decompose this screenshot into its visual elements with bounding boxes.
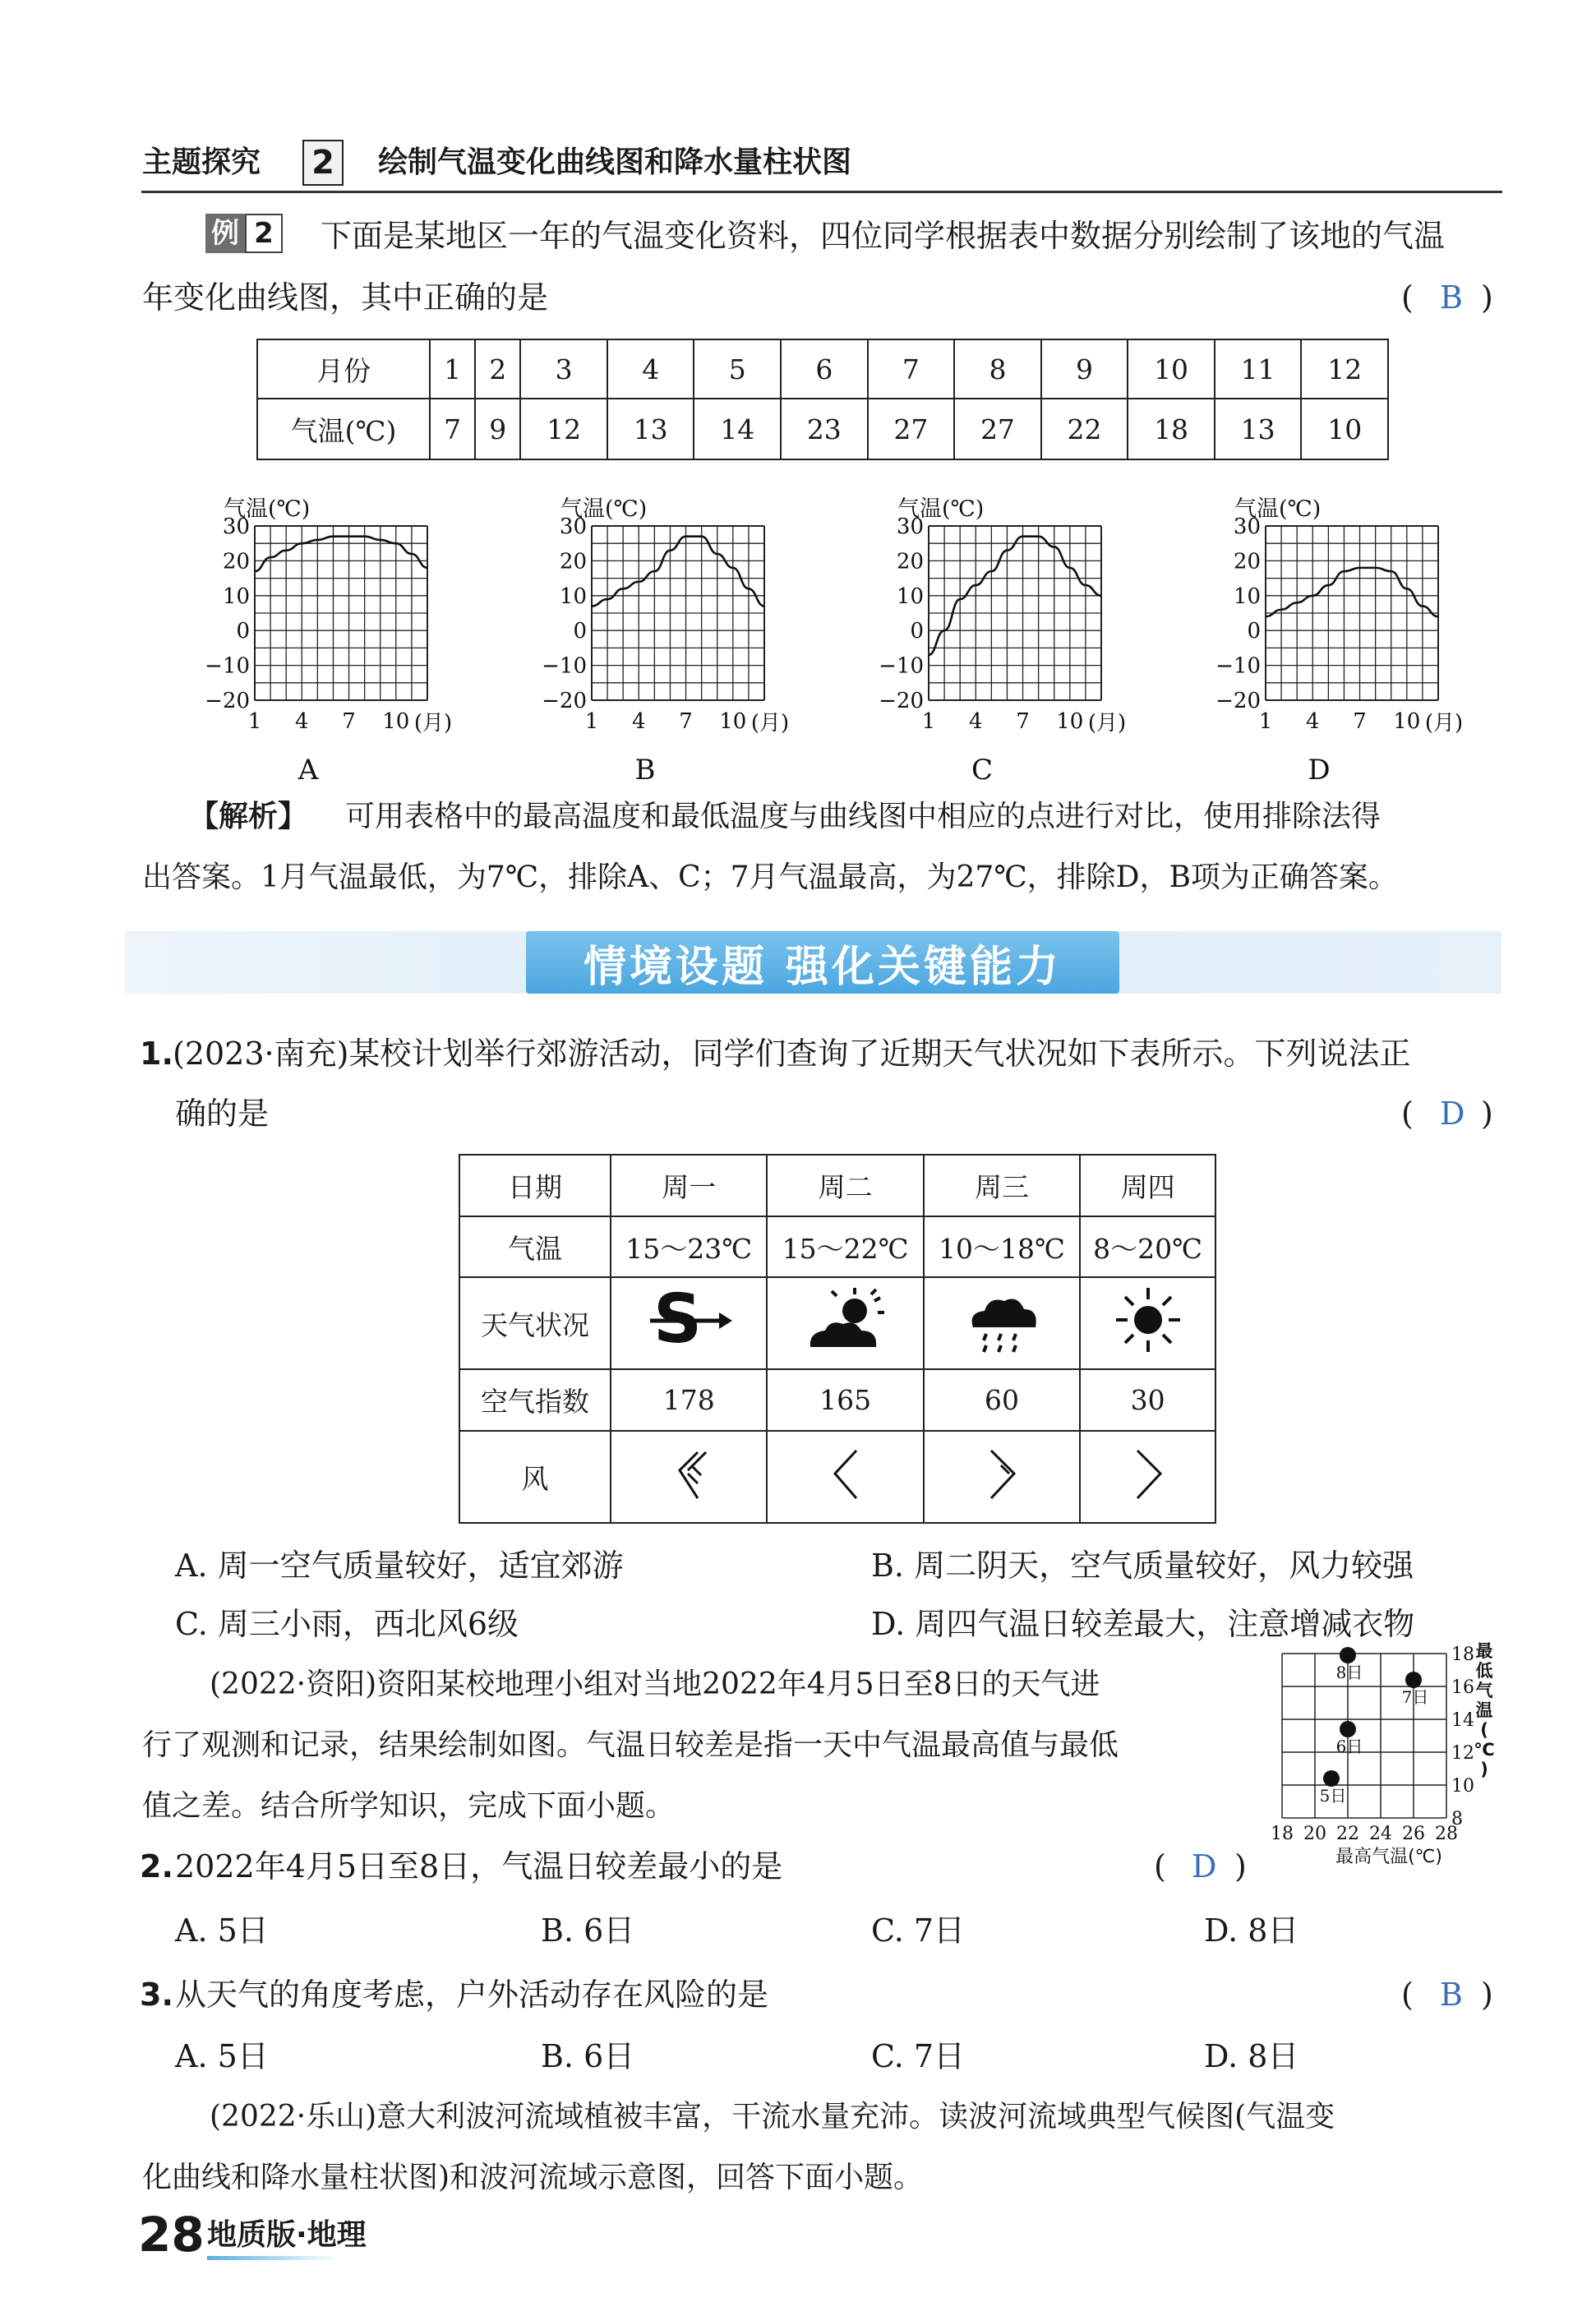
q3-option-a[interactable]: A. 5日 [175,2038,269,2074]
x-tick-label: 26 [1402,1824,1425,1844]
q2-number: 2. [140,1848,173,1885]
table-cell: 8～20℃ [1080,1216,1215,1277]
passage2-line1: (2022·资阳)资阳某校地理小组对当地2022年4月5日至8日的天气进 [210,1668,1100,1701]
point-label: 8日 [1335,1663,1363,1682]
q1-option-a[interactable]: A. 周一空气质量较好，适宜郊游 [175,1548,624,1584]
y-tick-label: 30 [1233,514,1261,539]
table-cell: 30 [1080,1369,1215,1431]
table-cell: 27 [954,399,1041,459]
table-row [459,1431,1215,1523]
example-number: 2 [245,214,283,253]
table-cell: 22 [1041,399,1128,459]
temperature-table [256,339,1389,460]
x-tick-label: 28 [1435,1824,1458,1844]
chart-C [855,485,1134,787]
y-axis-label: 气温(℃) [897,496,985,522]
x-tick-label: 10 [719,709,747,734]
x-tick-label: 22 [1336,1824,1359,1844]
q3-text: 从天气的角度考虑，户外活动存在风险的是 [175,1977,769,2013]
temperature-scatter-chart [1257,1635,1504,1882]
analysis-label: 【解析】 [189,800,308,833]
example-text-line1: 下面是某地区一年的气温变化资料，四位同学根据表中数据分别绘制了该地的气温 [321,218,1446,254]
y-axis-label-char: 低 [1475,1661,1493,1681]
q3-option-c[interactable]: C. 7日 [871,2038,966,2074]
table-cell: 178 [611,1369,767,1431]
y-tick-label: −20 [879,689,924,713]
y-tick-label: 20 [896,549,924,574]
y-tick-label: 20 [559,549,587,574]
x-tick-label: 20 [1303,1824,1326,1844]
chart-D [1192,485,1471,787]
q2-answer: D [1192,1848,1217,1885]
example-answer: B [1440,279,1463,316]
y-axis-label-char: 气 [1475,1681,1493,1700]
table-row [459,1216,1215,1277]
page-number: 28 [138,2207,205,2263]
y-tick-label: −20 [542,689,587,713]
table-cell: 3 [520,339,607,399]
table-cell: 5 [694,339,781,399]
table-cell: 12 [1301,339,1388,399]
x-tick-label: 18 [1271,1824,1294,1844]
svg-text:S: S [653,1280,703,1359]
q3-number: 3. [140,1977,173,2013]
y-tick-label: −20 [1215,689,1261,713]
q3-answer-close: ) [1481,1977,1493,2013]
example-text-line2: 年变化曲线图，其中正确的是 [142,279,549,316]
chart-option-label: B [634,754,656,787]
q3-answer: B [1440,1977,1463,2013]
temperature-line [255,537,427,571]
table-cell: 9 [475,399,520,459]
wind-barb-icon [611,1431,767,1523]
point-label: 7日 [1401,1687,1429,1707]
y-tick-label: 0 [573,619,587,644]
sunny-icon [1080,1277,1215,1369]
table-row [459,1155,1215,1216]
header-title: 绘制气温变化曲线图和降水量柱状图 [378,145,852,179]
table-cell: 日期 [459,1155,611,1216]
table-header-temp: 气温(℃) [257,399,430,459]
y-axis-label-char: ℃ [1474,1740,1495,1760]
q2-text: 2022年4月5日至8日，气温日较差最小的是 [175,1848,783,1885]
header-rule [141,191,1502,193]
x-tick-label: 4 [1305,709,1320,734]
table-cell: 60 [924,1369,1080,1431]
table-cell: 空气指数 [459,1369,611,1431]
x-tick-label: 7 [679,709,693,734]
table-row [459,1277,1215,1369]
table-cell: 10～18℃ [924,1216,1080,1277]
q2-option-d[interactable]: D. 8日 [1204,1912,1299,1949]
table-cell: 13 [1215,399,1302,459]
q1-answer-open: ( [1401,1096,1414,1132]
chart-option-label: D [1308,754,1331,787]
chart-option-label: C [971,754,994,787]
table-cell: 165 [767,1369,923,1431]
x-tick-label: 1 [247,709,262,734]
footer-publisher: 地质版·地理 [207,2218,367,2252]
weather-table [459,1154,1216,1524]
q2-option-b[interactable]: B. 6日 [541,1912,635,1949]
x-axis-label: 最高气温(℃) [1335,1847,1442,1867]
q2-option-a[interactable]: A. 5日 [175,1912,269,1949]
y-tick-label: 14 [1451,1710,1474,1731]
x-unit-label: (月) [1424,711,1464,736]
point-label: 5日 [1319,1786,1347,1806]
q1-text-line2: 确的是 [175,1096,270,1132]
chart-B [518,485,797,787]
section-banner: 情境设题 强化关键能力 [583,942,1063,992]
y-axis-label: 气温(℃) [560,496,648,522]
light-rain-icon [924,1277,1080,1369]
partly-cloudy-icon [767,1277,923,1369]
table-cell: 10 [1128,339,1215,399]
table-cell: 8 [954,339,1041,399]
table-row [257,339,1388,399]
y-tick-label: 20 [222,549,250,574]
y-tick-label: 30 [559,514,587,539]
y-tick-label: 10 [222,584,250,609]
weather-point-icon [1340,1721,1356,1737]
y-axis-label-char: ( [1480,1720,1488,1740]
y-axis-label-char: 温 [1475,1700,1493,1720]
point-label: 6日 [1335,1737,1363,1756]
table-cell: 23 [781,399,868,459]
q1-option-b[interactable]: B. 周二阴天，空气质量较好，风力较强 [871,1548,1414,1584]
y-tick-label: 10 [1233,584,1261,609]
table-cell: 27 [868,399,955,459]
passage3-line1: (2022·乐山)意大利波河流域植被丰富，干流水量充沛。读波河流域典型气候图(气温变 [210,2100,1335,2134]
y-tick-label: 18 [1451,1645,1474,1665]
y-tick-label: −10 [542,653,587,679]
q1-answer: D [1440,1096,1465,1132]
example-tag: 例 [205,214,245,253]
y-axis-label-char: ) [1480,1760,1488,1779]
table-cell: 周二 [767,1155,923,1216]
example-answer-close: ) [1481,279,1493,316]
q1-option-c[interactable]: C. 周三小雨，西北风6级 [175,1606,519,1642]
y-tick-label: 0 [1247,619,1261,644]
y-tick-label: 12 [1451,1743,1474,1764]
weather-point-icon [1323,1770,1340,1787]
x-tick-label: 7 [342,709,356,734]
weather-point-icon [1340,1647,1356,1663]
y-tick-label: 10 [1451,1776,1474,1797]
footer-accent [207,2256,339,2260]
x-tick-label: 1 [584,709,599,734]
q1-text-line1: (2023·南充)某校计划举行郊游活动，同学们查询了近期天气状况如下表所示。下列说法正 [173,1036,1411,1072]
y-tick-label: −10 [1215,653,1261,679]
table-cell: 2 [475,339,520,399]
table-cell: 9 [1041,339,1128,399]
table-cell: 18 [1128,399,1215,459]
x-unit-label: (月) [750,711,790,736]
y-tick-label: 30 [896,514,924,539]
q3-option-b[interactable]: B. 6日 [541,2038,635,2074]
y-tick-label: 0 [236,619,250,644]
wind-barb-icon [924,1431,1080,1523]
x-tick-label: 1 [1258,709,1273,734]
table-cell: 15～23℃ [611,1216,767,1277]
y-tick-label: 16 [1451,1677,1474,1698]
table-cell: 周一 [611,1155,767,1216]
x-unit-label: (月) [1087,711,1127,736]
weather-point-icon [1405,1672,1422,1688]
x-tick-label: 4 [631,709,646,734]
table-cell: 7 [430,399,475,459]
q1-option-d[interactable]: D. 周四气温日较差最大，注意增减衣物 [871,1606,1415,1642]
x-tick-label: 7 [1016,709,1030,734]
y-tick-label: −10 [205,653,250,679]
table-header-month: 月份 [257,339,430,399]
y-tick-label: 10 [559,584,587,609]
table-cell: 1 [430,339,475,399]
x-tick-label: 1 [921,709,936,734]
chart-option-label: A [298,754,319,787]
table-cell: 气温 [459,1216,611,1277]
analysis-line1: 可用表格中的最高温度和最低温度与曲线图中相应的点进行对比，使用排除法得 [345,800,1382,833]
y-tick-label: 0 [910,619,924,644]
passage3-line2: 化曲线和降水量柱状图)和波河流域示意图，回答下面小题。 [142,2161,924,2194]
header-label: 主题探究 [142,145,261,179]
table-cell: 周四 [1080,1155,1215,1216]
passage2-line3: 值之差。结合所学知识，完成下面小题。 [142,1789,676,1823]
x-tick-label: 24 [1369,1824,1392,1844]
q1-number: 1. [140,1036,173,1072]
y-axis-label: 气温(℃) [224,496,311,522]
q2-answer-open: ( [1154,1848,1166,1885]
header-number: 2 [302,140,344,186]
q1-answer-close: ) [1481,1096,1493,1132]
q2-answer-close: ) [1234,1848,1247,1885]
y-tick-label: −10 [879,653,924,679]
table-cell: 11 [1215,339,1302,399]
x-tick-label: 10 [382,709,410,734]
example-answer-open: ( [1401,279,1414,316]
x-tick-label: 4 [294,709,309,734]
chart-A [181,485,460,787]
y-axis-label: 气温(℃) [1234,496,1322,522]
y-axis-label-char: 最 [1475,1641,1493,1661]
q3-answer-open: ( [1401,1977,1414,2013]
y-tick-label: 30 [222,514,250,539]
x-tick-label: 10 [1056,709,1084,734]
y-tick-label: −20 [205,689,250,713]
table-cell: 风 [459,1431,611,1523]
table-cell: 4 [607,339,694,399]
q2-option-c[interactable]: C. 7日 [871,1912,966,1949]
table-cell: 周三 [924,1155,1080,1216]
y-tick-label: 8 [1451,1809,1463,1829]
table-cell: 天气状况 [459,1277,611,1369]
wind-barb-icon [1080,1431,1215,1523]
table-row [257,399,1388,459]
x-tick-label: 10 [1393,709,1421,734]
table-cell: 13 [607,399,694,459]
passage2-line2: 行了观测和记录，结果绘制如图。气温日较差是指一天中气温最高值与最低 [142,1728,1119,1762]
analysis-line2: 出答案。1月气温最低，为7℃，排除A、C；7月气温最高，为27℃，排除D，B项为正确答案。 [142,860,1398,894]
table-cell: 6 [781,339,868,399]
y-tick-label: 10 [896,584,924,609]
y-tick-label: 20 [1233,549,1261,574]
table-cell: 15～22℃ [767,1216,923,1277]
typhoon-icon [611,1277,767,1369]
table-cell: 12 [520,399,607,459]
q3-option-d[interactable]: D. 8日 [1204,2038,1299,2074]
table-cell: 14 [694,399,781,459]
x-tick-label: 7 [1353,709,1367,734]
table-row [459,1369,1215,1431]
x-unit-label: (月) [413,711,453,736]
temperature-line [1266,568,1438,616]
x-tick-label: 4 [968,709,983,734]
table-cell: 7 [868,339,955,399]
table-cell: 10 [1301,399,1388,459]
wind-barb-icon [767,1431,923,1523]
